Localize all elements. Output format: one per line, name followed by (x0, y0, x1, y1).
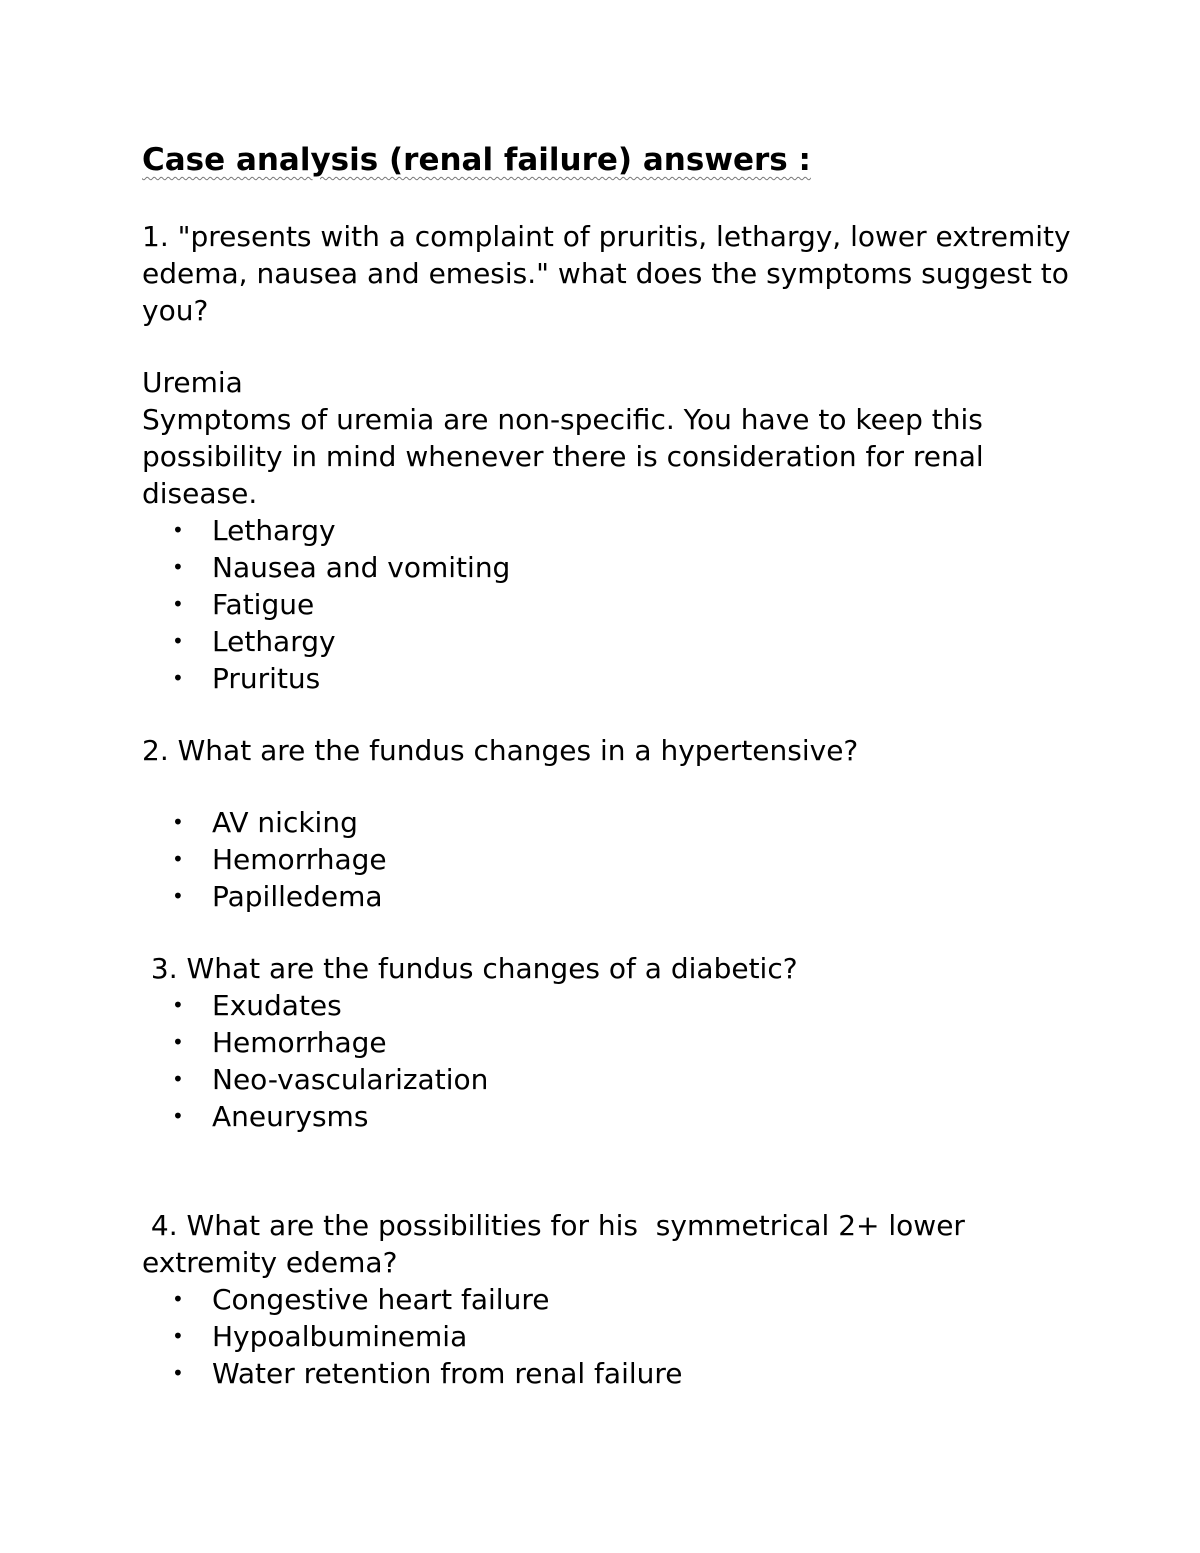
question-1-section (142, 218, 1102, 697)
question-4-text: 4. What are the possibilities for his symmetrical 2+ lower extremity edema? (142, 1209, 974, 1279)
answer-1-heading: Uremia (142, 366, 243, 399)
list-item: • Papilledema (142, 878, 1102, 915)
list-item: • Pruritus (142, 660, 1102, 697)
question-1-text: 1. "presents with a complaint of pruritis, lethargy, lower extremity edema, nausea and emesis." what does the symptoms suggest to you? (142, 220, 1071, 327)
list-item: • Nausea and vomiting (142, 549, 1102, 586)
question-4-section (142, 1207, 1102, 1392)
question-3-section (142, 950, 1102, 1135)
list-item: • Lethargy (142, 512, 1102, 549)
answer-2-list (142, 804, 1102, 915)
list-item: • AV nicking (142, 804, 1102, 841)
list-item: • Exudates (142, 987, 1102, 1024)
document-page (142, 140, 1102, 1392)
answer-1-list (142, 512, 1102, 697)
list-item: • Congestive heart failure (142, 1281, 1102, 1318)
document-title: Case analysis (renal failure) answers : (142, 142, 811, 178)
answer-3-list (142, 987, 1102, 1135)
question-3-text: 3. What are the fundus changes of a diabetic? (142, 952, 798, 985)
question-2-text: 2. What are the fundus changes in a hypertensive? (142, 734, 859, 767)
list-item: • Hypoalbuminemia (142, 1318, 1102, 1355)
question-2-section (142, 732, 1102, 915)
answer-4-list (142, 1281, 1102, 1392)
list-item: • Fatigue (142, 586, 1102, 623)
list-item: • Neo-vascularization (142, 1061, 1102, 1098)
answer-1-text: Symptoms of uremia are non-specific. You have to keep this possibility in mind whenever there is consideration for renal disease. (142, 403, 984, 510)
list-item: • Hemorrhage (142, 841, 1102, 878)
list-item: • Lethargy (142, 623, 1102, 660)
list-item: • Aneurysms (142, 1098, 1102, 1135)
list-item: • Hemorrhage (142, 1024, 1102, 1061)
list-item: • Water retention from renal failure (142, 1355, 1102, 1392)
